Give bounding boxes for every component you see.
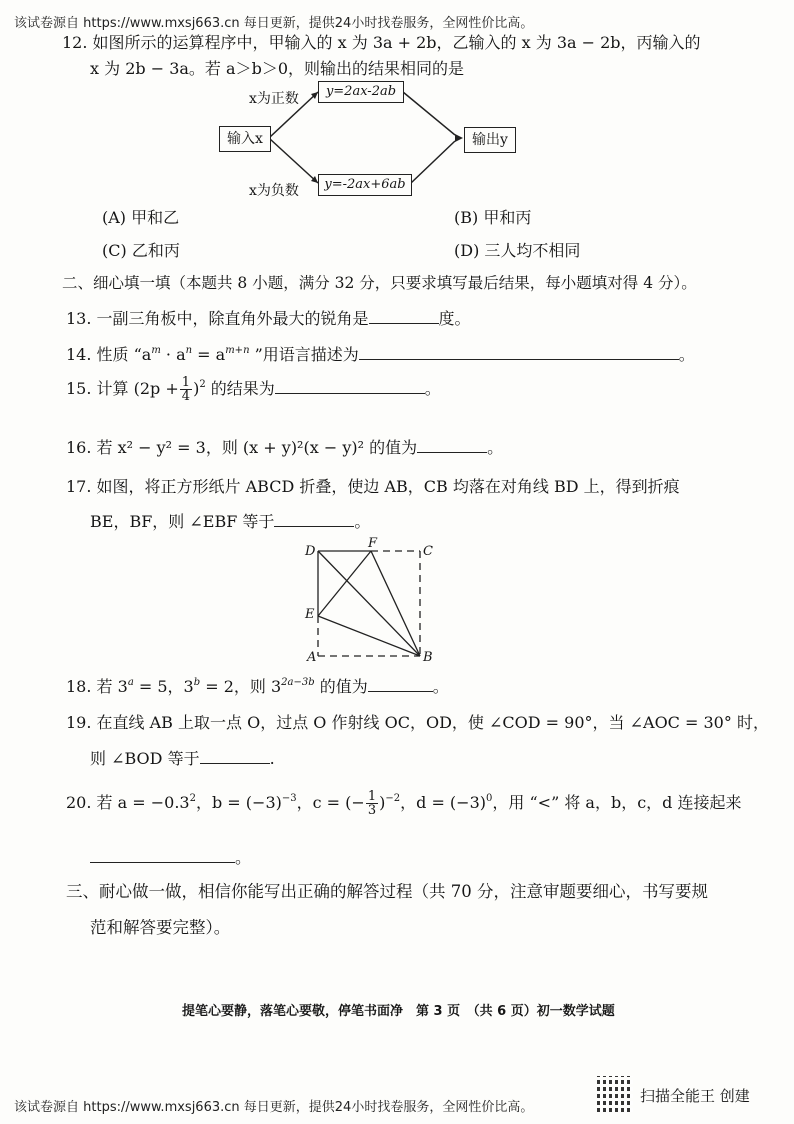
label-C: C xyxy=(423,544,433,559)
q20: 20. 若 $a = -0.3^2$，$b = (-3)^{-3}$，c = (− $\frac{1}{3}$ )$^{-2}$，$d = (-3)^0$，用 “<” 将 a，b，c，d 连接起来 xyxy=(66,789,742,818)
q16-answer-blank[interactable] xyxy=(417,438,487,453)
q12-option-c: (C) 乙和丙 xyxy=(102,241,180,260)
q17-line2: BE，BF，则 ∠EBF 等于 。 xyxy=(90,512,371,531)
q20-answer-blank[interactable] xyxy=(90,848,235,863)
q20-answer-line: 。 xyxy=(90,845,251,868)
label-B: B xyxy=(423,650,433,665)
q19-answer-blank[interactable] xyxy=(200,749,270,764)
formula-positive-box: y=2ax-2ab xyxy=(318,81,404,103)
q13-answer-blank[interactable] xyxy=(369,309,439,324)
negative-label: x为负数 xyxy=(249,183,299,199)
section3-line2: 范和解答要完整）。 xyxy=(90,918,231,937)
q12-line1: 12. 如图所示的运算程序中，甲输入的 x 为 3a + 2b，乙输入的 x 为 3a − 2b，丙输入的 xyxy=(62,33,701,52)
q18-answer-blank[interactable] xyxy=(368,677,433,692)
output-box: 输出y xyxy=(464,127,516,153)
diagonal-DB xyxy=(318,551,420,656)
q14: 14. 性质 “$a^m \cdot a^n = a^{m+n}$ ”用语言描述为 。 xyxy=(66,345,695,364)
formula-negative-box: y=-2ax+6ab xyxy=(318,174,412,196)
q12-option-d: (D) 三人均不相同 xyxy=(454,241,581,260)
q17-answer-blank[interactable] xyxy=(274,512,354,527)
qr-code-pattern xyxy=(597,1076,633,1112)
bottom-watermark: 该试卷源自 https://www.mxsj663.cn 每日更新，提供24小时找卷服务，全网性价比高。 xyxy=(14,1100,534,1115)
q16: 16. 若 x² − y² = 3，则 (x + y)²(x − y)² 的值为 。 xyxy=(66,438,504,457)
q15-answer-blank[interactable] xyxy=(275,379,425,394)
q12-line2: x 为 2b − 3a。若 a＞b＞0，则输出的结果相同的是 xyxy=(90,59,465,78)
arrow-to-negative xyxy=(270,139,318,183)
label-E: E xyxy=(305,607,315,622)
q20-fraction: $\frac{1}{3}$ xyxy=(367,789,377,818)
scanner-credit: 扫描全能王 创建 xyxy=(640,1087,750,1105)
page-footer: 提笔心要静，落笔心要敬，停笔书面净 第 3 页 （共 6 页）初一数学试题 xyxy=(182,1004,615,1019)
label-A: A xyxy=(307,650,317,665)
q18: 18. 若 $3^a = 5$，$3^b = 2$，则 $3^{2a-3b}$ 的值为 。 xyxy=(66,677,449,696)
arrowhead-output xyxy=(455,134,463,142)
q15-fraction: $\frac{1}{4}$ xyxy=(181,375,191,404)
q17-square-diagram xyxy=(300,538,440,668)
q12-option-b: (B) 甲和丙 xyxy=(454,208,532,227)
arrow-neg-to-output xyxy=(411,141,455,183)
label-D: D xyxy=(305,544,316,559)
q19-line2: 则 ∠BOD 等于 . xyxy=(90,749,275,768)
section2-heading: 二、细心填一填（本题共 8 小题，满分 32 分，只要求填写最后结果，每小题填对得 4 分）。 xyxy=(62,274,697,292)
q13: 13. 一副三角板中，除直角外最大的锐角是 度。 xyxy=(66,309,471,328)
q14-answer-blank[interactable] xyxy=(359,345,679,360)
arrow-pos-to-output xyxy=(403,92,455,135)
section3-line1: 三、耐心做一做，相信你能写出正确的解答过程（共 70 分，注意审题要细心，书写要规 xyxy=(66,882,708,901)
segment-EF xyxy=(318,551,371,616)
input-box: 输入x xyxy=(219,126,271,152)
label-F: F xyxy=(368,536,378,551)
positive-label: x为正数 xyxy=(249,91,299,107)
q15: 15. 计算 (2p + $\frac{1}{4}$ )$^2$ 的结果为 。 xyxy=(66,375,441,404)
q17-line1: 17. 如图，将正方形纸片 ABCD 折叠，使边 AB，CB 均落在对角线 BD 上，得到折痕 xyxy=(66,477,680,496)
top-watermark: 该试卷源自 https://www.mxsj663.cn 每日更新，提供24小时找卷服务，全网性价比高。 xyxy=(14,16,534,31)
q19-line1: 19. 在直线 AB 上取一点 O，过点 O 作射线 OC，OD，使 ∠COD = 90°，当 ∠AOC = 30° 时， xyxy=(66,713,769,732)
q12-option-a: (A) 甲和乙 xyxy=(102,208,180,227)
